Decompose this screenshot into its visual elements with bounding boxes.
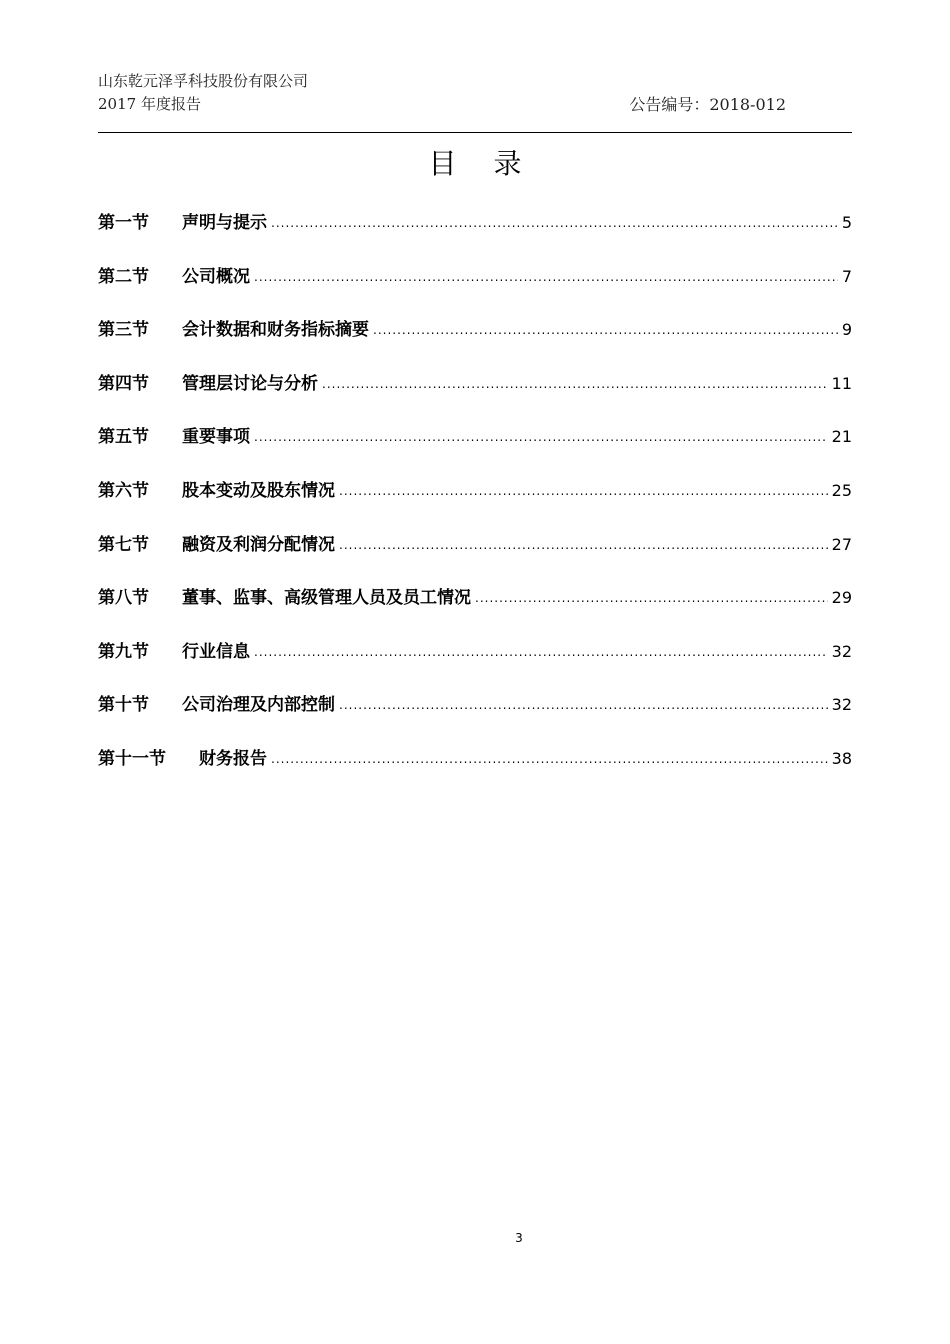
toc-dot-leader [322, 377, 828, 391]
report-year: 2017 年度报告 [98, 95, 201, 113]
toc-section-title: 行业信息 [182, 641, 250, 662]
toc-dot-leader [339, 698, 828, 712]
toc-dot-leader [373, 323, 838, 337]
toc-section-label: 第九节 [98, 641, 149, 662]
toc-section-label: 第二节 [98, 266, 149, 287]
toc-section-label: 第五节 [98, 427, 149, 448]
toc-section-title: 公司治理及内部控制 [182, 695, 335, 716]
toc-entry-5[interactable] [98, 422, 852, 476]
toc-page-number: 11 [831, 373, 852, 393]
toc-entry-7[interactable] [98, 530, 852, 584]
toc-entry-9[interactable] [98, 637, 852, 691]
toc-section-label: 第六节 [98, 480, 149, 501]
table-of-contents [98, 208, 852, 798]
toc-section-label: 第四节 [98, 373, 149, 394]
toc-section-title: 管理层讨论与分析 [182, 373, 318, 394]
toc-entry-8[interactable] [98, 583, 852, 637]
toc-section-title: 会计数据和财务指标摘要 [182, 320, 369, 341]
toc-page-number: 32 [831, 641, 852, 661]
toc-dot-leader [271, 752, 828, 766]
toc-section-label: 第八节 [98, 588, 149, 609]
toc-entry-2[interactable] [98, 262, 852, 316]
toc-page-number: 9 [841, 320, 852, 340]
toc-entry-10[interactable] [98, 690, 852, 744]
toc-dot-leader [254, 645, 828, 659]
toc-section-label: 第三节 [98, 320, 149, 341]
toc-entry-1[interactable] [98, 208, 852, 262]
toc-section-title: 股本变动及股东情况 [182, 480, 335, 501]
toc-page-number: 27 [831, 534, 852, 554]
toc-dot-leader [254, 430, 828, 444]
toc-section-label: 第十一节 [98, 748, 166, 769]
toc-page-number: 29 [831, 588, 852, 608]
toc-section-title: 声明与提示 [182, 213, 267, 233]
toc-dot-leader [339, 538, 828, 552]
toc-dot-leader [271, 216, 838, 230]
toc-section-label: 第十节 [98, 695, 149, 716]
toc-dot-leader [475, 591, 828, 605]
toc-dot-leader [339, 484, 828, 498]
toc-title: 目 录 [428, 147, 536, 180]
toc-entry-4[interactable] [98, 369, 852, 423]
toc-page-number: 38 [831, 748, 852, 768]
company-name: 山东乾元泽孚科技股份有限公司 [98, 72, 309, 90]
toc-section-title: 财务报告 [199, 748, 267, 769]
toc-section-label: 第七节 [98, 534, 149, 555]
toc-entry-6[interactable] [98, 476, 852, 530]
toc-dot-leader [254, 270, 838, 284]
notice-number: 公告编号：2018-012 [629, 95, 786, 114]
toc-entry-11[interactable] [98, 744, 852, 798]
toc-section-title: 公司概况 [182, 266, 250, 287]
toc-page-number: 5 [841, 213, 852, 232]
toc-page-number: 25 [831, 480, 852, 500]
toc-section-title: 融资及利润分配情况 [182, 534, 335, 555]
footer-page-number: 3 [515, 1231, 523, 1245]
toc-section-label: 第一节 [98, 213, 149, 233]
toc-section-title: 董事、监事、高级管理人员及员工情况 [182, 588, 471, 609]
toc-section-title: 重要事项 [182, 427, 250, 448]
toc-entry-3[interactable] [98, 315, 852, 369]
toc-page-number: 32 [831, 695, 852, 715]
page-header [98, 68, 852, 133]
toc-page-number: 21 [831, 427, 852, 447]
toc-page-number: 7 [841, 266, 852, 286]
